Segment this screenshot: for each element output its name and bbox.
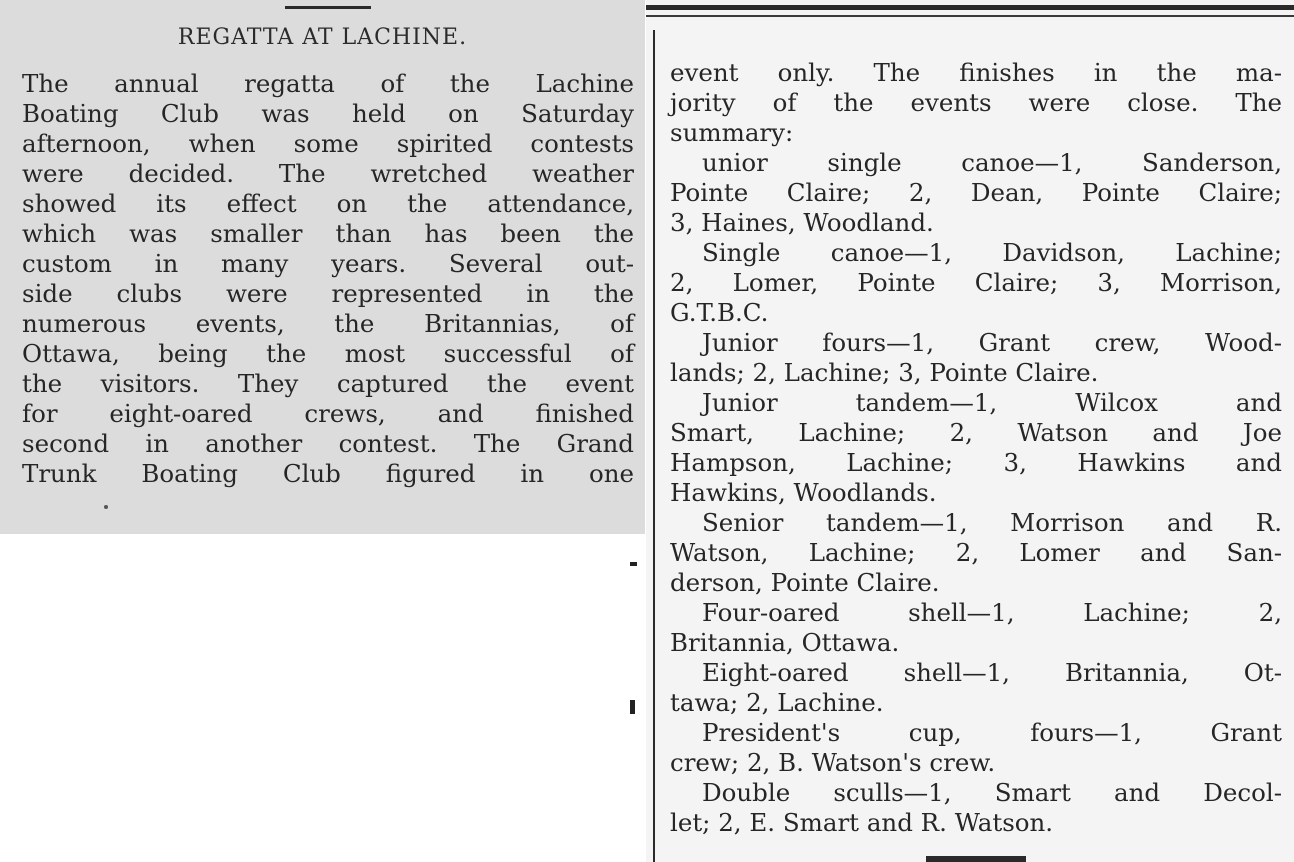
column-divider-rule <box>653 30 655 862</box>
body-line: Pointe Claire; 2, Dean, Pointe Claire; <box>670 178 1282 207</box>
body-line: let; 2, E. Smart and R. Watson. <box>670 808 1054 837</box>
body-line: Boating Club was held on Saturday <box>22 99 634 128</box>
left-column-clipping <box>0 0 645 534</box>
body-line: afternoon, when some spirited contests <box>22 129 634 158</box>
summary-entry: Single canoe—1, Davidson, Lachine; <box>702 238 1282 267</box>
body-line: second in another contest. The Grand <box>22 429 634 458</box>
body-line: side clubs were represented in the <box>22 279 634 308</box>
right-column-clipping <box>646 0 1294 862</box>
body-line: summary: <box>670 118 794 147</box>
body-line: custom in many years. Several out- <box>22 249 634 278</box>
summary-entry: Junior tandem—1, Wilcox and <box>702 388 1282 417</box>
column-bottom-rule <box>926 856 1026 862</box>
body-line: lands; 2, Lachine; 3, Pointe Claire. <box>670 358 1099 387</box>
body-line: 3, Haines, Woodland. <box>670 208 934 237</box>
body-line: for eight-oared crews, and finished <box>22 399 634 428</box>
article-headline: REGATTA AT LACHINE. <box>177 25 468 50</box>
print-speck <box>104 505 108 509</box>
summary-entry: Junior fours—1, Grant crew, Wood- <box>702 328 1282 357</box>
body-line: showed its effect on the attendance, <box>22 189 634 218</box>
body-line: numerous events, the Britannias, of <box>22 309 634 338</box>
summary-entry: Senior tandem—1, Morrison and R. <box>702 508 1282 537</box>
body-line: 2, Lomer, Pointe Claire; 3, Morrison, <box>670 268 1282 297</box>
body-line: jority of the events were close. The <box>670 88 1282 117</box>
summary-entry: unior single canoe—1, Sanderson, <box>702 148 1282 177</box>
summary-entry: Four-oared shell—1, Lachine; 2, <box>702 598 1282 627</box>
summary-entry: Eight-oared shell—1, Britannia, Ot- <box>702 658 1282 687</box>
body-line: which was smaller than has been the <box>22 219 634 248</box>
gutter-mark <box>630 700 635 714</box>
summary-entry: President's cup, fours—1, Grant <box>702 718 1282 747</box>
body-line: Watson, Lachine; 2, Lomer and San- <box>670 538 1282 567</box>
body-line: The annual regatta of the Lachine <box>22 69 634 98</box>
body-line: Hampson, Lachine; 3, Hawkins and <box>670 448 1282 477</box>
gutter-mark <box>630 562 637 566</box>
body-line: Ottawa, being the most successful of <box>22 339 634 368</box>
column-top-rule <box>646 5 1294 10</box>
body-line: were decided. The wretched weather <box>22 159 634 188</box>
body-line: derson, Pointe Claire. <box>670 568 940 597</box>
column-top-rule-thin <box>646 15 1294 17</box>
body-line: Hawkins, Woodlands. <box>670 478 937 507</box>
headline-rule <box>285 6 371 9</box>
body-line: event only. The finishes in the ma- <box>670 58 1282 87</box>
body-line: Smart, Lachine; 2, Watson and Joe <box>670 418 1282 447</box>
body-line: Britannia, Ottawa. <box>670 628 900 657</box>
body-line: Trunk Boating Club figured in one <box>22 459 634 488</box>
body-line: crew; 2, B. Watson's crew. <box>670 748 996 777</box>
body-line: G.T.B.C. <box>670 298 769 327</box>
body-line: the visitors. They captured the event <box>22 369 634 398</box>
summary-entry: Double sculls—1, Smart and Decol- <box>702 778 1282 807</box>
body-line: tawa; 2, Lachine. <box>670 688 884 717</box>
